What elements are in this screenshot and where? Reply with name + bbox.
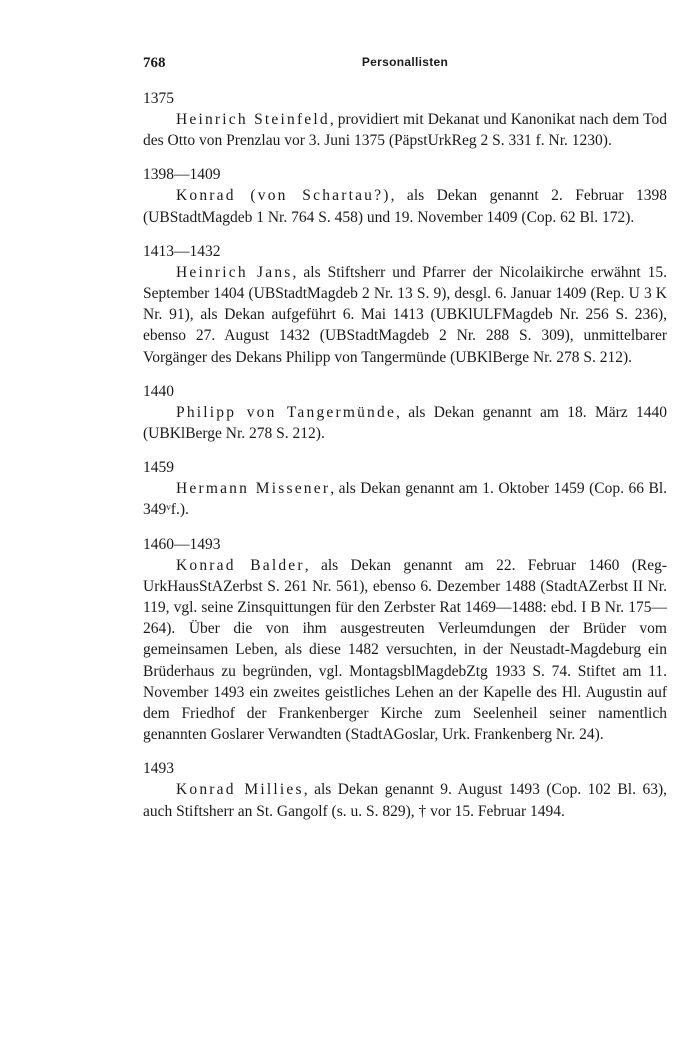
entry-date: 1375 [143, 90, 174, 107]
list-entry [143, 535, 667, 746]
entry-description: , als Dekan genannt 9. August 1493 (Cop. 102 Bl. 63), auch Stiftsherr an St. Gangolf (s. u. S. 829), † vor 15. Februar 1494. [143, 781, 667, 820]
entry-description: , als Dekan genannt am 1. Oktober 1459 (Cop. 66 Bl. 349ᵛf.). [143, 480, 668, 519]
entry-date: 1460—1493 [143, 535, 221, 553]
person-name: Konrad Balder [176, 556, 305, 574]
page-number: 768 [143, 55, 166, 71]
entry-date: 1493 [143, 760, 174, 778]
list-entry [143, 242, 667, 368]
list-entry [143, 165, 667, 227]
person-name: Konrad Millies [176, 781, 304, 799]
person-name: Hermann Missener [176, 480, 331, 498]
entry-date: 1440 [143, 382, 174, 400]
person-name: Heinrich Jans [176, 263, 293, 281]
entry-text [143, 555, 667, 746]
entry-description: , als Dekan genannt 2. Februar 1398 (UBStadtMagdeb 1 Nr. 764 S. 458) und 19. November 1409 (Cop. 62 Bl. 172). [143, 187, 667, 226]
page-header [143, 55, 667, 79]
entry-date: 1398—1409 [143, 166, 221, 184]
entry-text [143, 478, 667, 520]
person-name: Konrad (von Schartau?) [176, 187, 391, 205]
entry-text [143, 402, 667, 444]
entry-text [143, 185, 667, 227]
list-entry [143, 89, 667, 151]
entry-text [143, 262, 667, 368]
list-entry [143, 759, 667, 821]
entry-description: , als Stiftsherr und Pfarrer der Nicolaikirche erwähnt 15. September 1404 (UBStadtMagdeb 2 Nr. 13 S. 9), desgl. 6. Januar 1409 (Rep. U 3 K Nr. 91), als Dekan aufgeführt 6. Mai 1413 (UBKlULFMagdeb Nr. 256 S. 236), ebenso 27. August 1432 (UBStadtMagdeb 2 Nr. 288 S. 309), unmittelbarer Vorgänger des Dekans Philipp von Tangermünde (UBKlBerge Nr. 278 S. 212). [143, 263, 667, 366]
entry-date: 1413—1432 [143, 242, 221, 260]
entry-description: , als Dekan genannt am 22. Februar 1460 (RegUrkHausStAZerbst S. 261 Nr. 561), ebenso 6. Dezember 1488 (StadtAZerbst II Nr. 119, vgl. seine Zinsquittungen für den Zerbster Rat 1469—1488: ebd. I B Nr. 175—264). Über die von ihm ausgestreuten Verleumdungen der Brüder vom gemeinsamen Leben, als diese 1482 versuchten, in der Neustadt-Magdeburg ein Brüderhaus zu begründen, vgl. MontagsblMagdebZtg 1933 S. 74. Stiftet am 11. November 1493 ein zweites geistliches Lehen an der Kapelle des Hl. Augustin auf dem Friedhof der Frankenberger Kirche zum Seelenheil seiner namentlich genannten Goslarer Verwandten (StadtAGoslar, Urk. Frankenberg Nr. 24). [143, 556, 667, 744]
entry-text [143, 779, 667, 821]
list-entry [143, 458, 667, 520]
page-body [143, 89, 667, 836]
person-name: Heinrich Steinfeld [176, 111, 330, 128]
list-entry [143, 382, 667, 444]
entry-date: 1459 [143, 459, 174, 477]
entry-text [143, 109, 667, 151]
person-name: Philipp von Tangermünde [176, 403, 397, 421]
entry-description: , als Dekan genannt am 18. März 1440 (UBKlBerge Nr. 278 S. 212). [143, 403, 667, 443]
running-head: Personallisten [361, 55, 449, 69]
entry-description: , providiert mit Dekanat und Kanonikat nach dem Tod des Otto von Prenzlau vor 3. Juni 1375 (PäpstUrkReg 2 S. 331 f. Nr. 1230). [143, 111, 668, 150]
